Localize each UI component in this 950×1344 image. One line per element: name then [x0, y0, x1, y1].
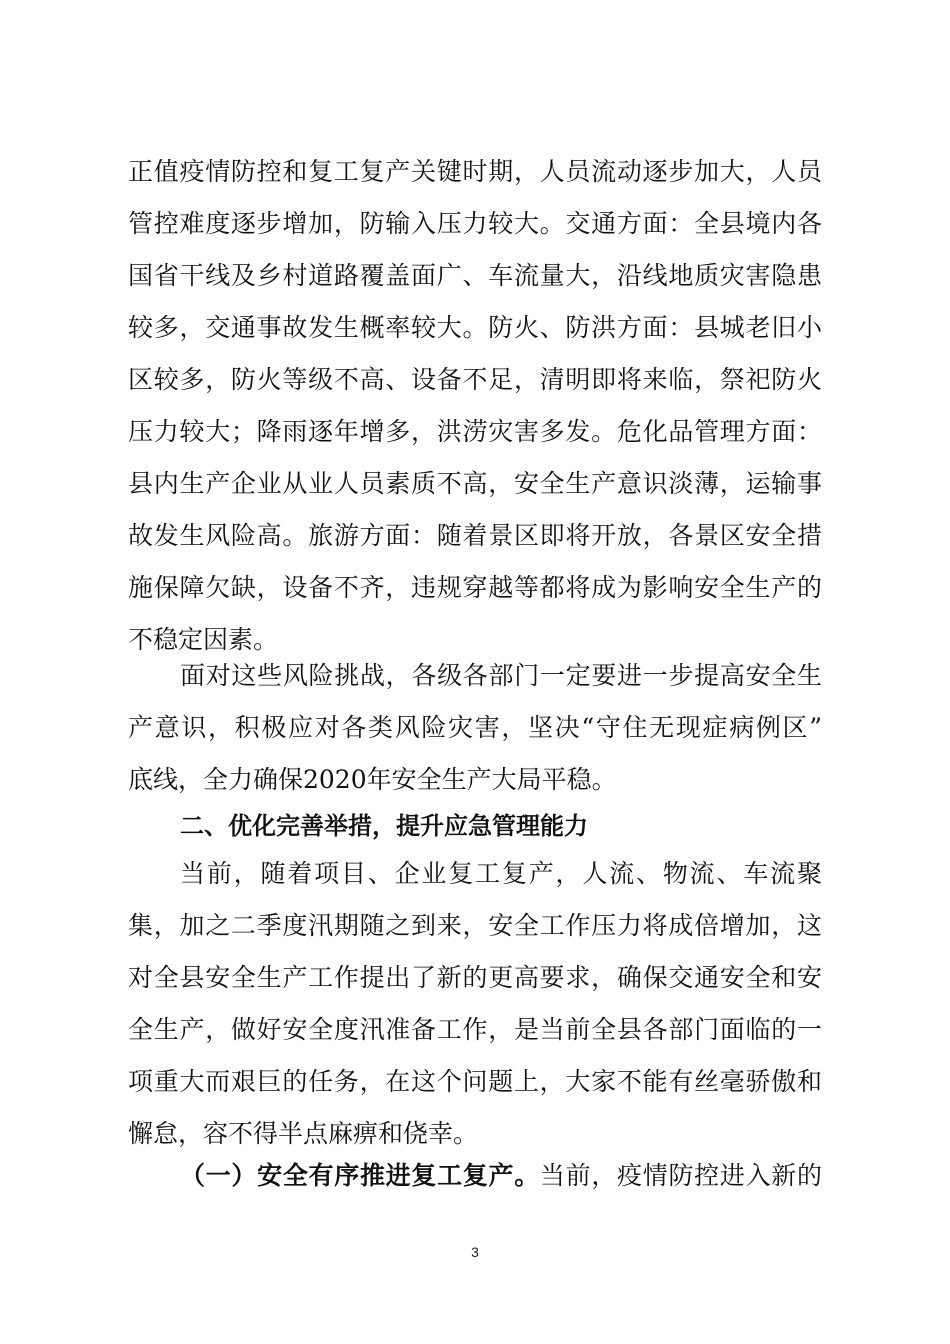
paragraph-line — [128, 1150, 822, 1202]
paragraph-line: 产意识，积极应对各类风险灾害，坚决“守住无现症病例区” — [128, 713, 822, 742]
paragraph-line: 全生产，做好安全度汛准备工作，是当前全县各部门面临的一 — [128, 1015, 822, 1044]
paragraph-text: 当前，疫情防控进入新的 — [539, 1161, 822, 1190]
section-heading: 二、优化完善举措，提升应急管理能力 — [180, 812, 588, 840]
paragraph-line: 当前，随着项目、企业复工复产，人流、物流、车流聚 — [180, 859, 822, 888]
paragraph-challenges — [128, 650, 822, 806]
paragraph-line: 故发生风险高。旅游方面：随着景区即将开放，各景区安全措 — [128, 521, 822, 550]
subsection-heading: （一）安全有序推进复工复产。 — [180, 1161, 540, 1190]
paragraph-line: 区较多，防火等级不高、设备不足，清明即将来临，祭祀防火 — [128, 365, 822, 394]
paragraph-line: 压力较大；降雨逐年增多，洪涝灾害多发。危化品管理方面： — [128, 417, 822, 446]
paragraph-line: 集，加之二季度汛期随之到来，安全工作压力将成倍增加，这 — [128, 911, 822, 940]
paragraph-line: 对全县安全生产工作提出了新的更高要求，确保交通安全和安 — [128, 963, 822, 992]
paragraph-line: 国省干线及乡村道路覆盖面广、车流量大，沿线地质灾害隐患 — [128, 261, 822, 290]
section-heading-block — [128, 800, 822, 852]
paragraph-line: 县内生产企业从业人员素质不高，安全生产意识淡薄，运输事 — [128, 469, 822, 498]
paragraph-line: 较多，交通事故发生概率较大。防火、防洪方面：县城老旧小 — [128, 313, 822, 342]
paragraph-resume-work — [128, 1150, 822, 1202]
paragraph-line: 正值疫情防控和复工复产关键时期，人员流动逐步加大，人员 — [128, 157, 822, 186]
paragraph-line: 懈怠，容不得半点麻痹和侥幸。 — [128, 1119, 479, 1148]
paragraph-risk-overview — [128, 146, 822, 666]
paragraph-line: 施保障欠缺，设备不齐，违规穿越等都将成为影响安全生产的 — [128, 573, 822, 602]
paragraph-line: 不稳定因素。 — [128, 625, 279, 654]
paragraph-line: 项重大而艰巨的任务，在这个问题上，大家不能有丝毫骄傲和 — [128, 1067, 822, 1096]
paragraph-line: 管控难度逐步增加，防输入压力较大。交通方面：全县境内各 — [128, 209, 822, 238]
paragraph-line: 面对这些风险挑战，各级各部门一定要进一步提高安全生 — [180, 661, 822, 690]
page-number: 3 — [471, 1244, 479, 1260]
paragraph-current-situation — [128, 848, 822, 1160]
paragraph-line: 底线，全力确保2020年安全生产大局平稳。 — [128, 765, 617, 794]
